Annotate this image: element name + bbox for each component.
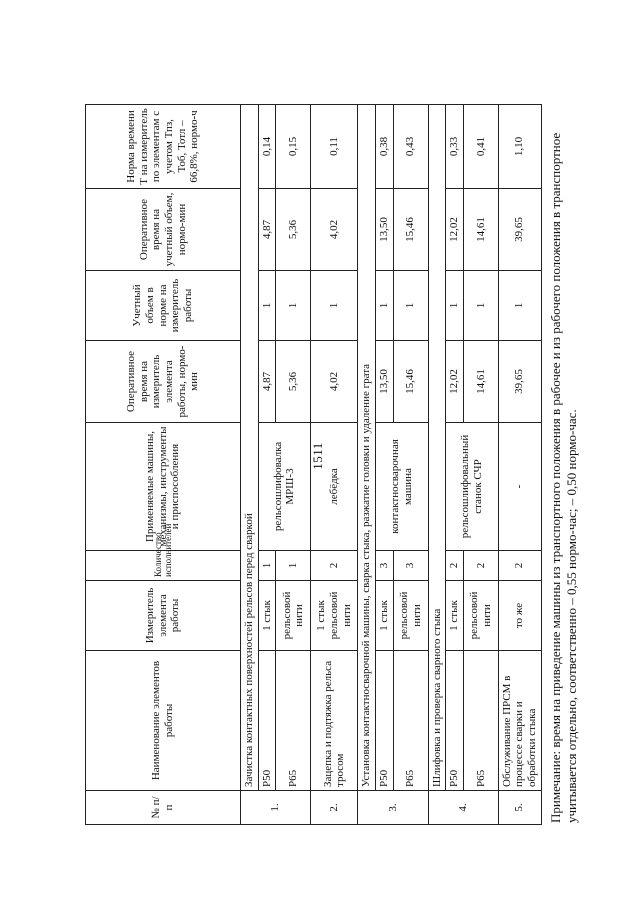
norm-cell: 0,33 [446, 105, 464, 189]
meter-cell: рельсовой нити [463, 581, 498, 651]
norm-cell: 0,38 [375, 105, 393, 189]
volume-cell: 1 [375, 271, 393, 341]
workers-cell: 2 [311, 551, 358, 581]
op-time-cell: 13,50 [375, 341, 393, 423]
op-time-meter-cell: 12,02 [446, 189, 464, 271]
volume-cell: 1 [498, 271, 541, 341]
volume-cell: 1 [463, 271, 498, 341]
sub-row-label: Р65 [393, 651, 428, 791]
op-time-cell: 4,02 [311, 341, 358, 423]
sub-row-label: Р50 [446, 651, 464, 791]
section-heading: Установка контактносварочной машины, сварка стыка, разжатие головки и удаление грата [358, 105, 376, 791]
row-number: 4. [428, 791, 498, 825]
workers-cell: 1 [258, 551, 276, 581]
table-row [498, 105, 541, 825]
op-time-meter-cell: 39,65 [498, 189, 541, 271]
meter-cell: 1 стык [258, 581, 276, 651]
page-number: 1511 [309, 442, 325, 470]
machine-cell: лебёдка [311, 423, 358, 551]
table-row [446, 105, 464, 825]
header-num: № п/п [86, 791, 241, 825]
op-time-cell: 15,46 [393, 341, 428, 423]
work-element-name: Обслуживание ПРСМ в процессе сварки и обработки стыка [498, 651, 541, 791]
workers-cell: 2 [446, 551, 464, 581]
workers-cell: 2 [463, 551, 498, 581]
sub-row-label: Р65 [276, 651, 311, 791]
header-volume: Учетный объем в норме на измеритель работы [86, 271, 241, 341]
op-time-cell: 39,65 [498, 341, 541, 423]
table-row [241, 105, 259, 825]
table-row [311, 105, 358, 825]
meter-cell: 1 стык [446, 581, 464, 651]
table-row [375, 105, 393, 825]
header-op-time-meter: Оперативное время на учетный объем, нормо-мин [86, 189, 241, 271]
workers-cell: 2 [498, 551, 541, 581]
header-machines: Применяемые машины, механизмы, инструменты и приспособления [86, 423, 241, 551]
volume-cell: 1 [446, 271, 464, 341]
row-number: 3. [358, 791, 428, 825]
norm-cell: 1,10 [498, 105, 541, 189]
header-workers: Количество исполнителей [86, 551, 241, 581]
machine-cell: - [498, 423, 541, 551]
work-element-name: Зацепка и подтяжка рельса тросом [311, 651, 358, 791]
header-row [86, 105, 241, 825]
op-time-meter-cell: 13,50 [375, 189, 393, 271]
norm-cell: 0,41 [463, 105, 498, 189]
rotated-page-content [85, 105, 605, 825]
meter-cell: то же [498, 581, 541, 651]
op-time-meter-cell: 14,61 [463, 189, 498, 271]
machine-cell: контактносварочная машина [375, 423, 428, 551]
section-heading: Зачистка контактных поверхностей рельсов перед сваркой [241, 105, 259, 791]
machine-cell: рельсошлифовалка МРШ-3 [258, 423, 311, 551]
op-time-cell: 5,36 [276, 341, 311, 423]
norm-cell: 0,15 [276, 105, 311, 189]
sub-row-label: Р50 [258, 651, 276, 791]
meter-cell: 1 стык рельсовой нити [311, 581, 358, 651]
volume-cell: 1 [276, 271, 311, 341]
norms-table [85, 104, 542, 825]
sub-row-label: Р50 [375, 651, 393, 791]
volume-cell: 1 [258, 271, 276, 341]
header-name: Наименование элементов работы [86, 651, 241, 791]
op-time-cell: 12,02 [446, 341, 464, 423]
table-row [258, 105, 276, 825]
row-number: 5. [498, 791, 541, 825]
op-time-cell: 14,61 [463, 341, 498, 423]
meter-cell: рельсовой нити [276, 581, 311, 651]
op-time-cell: 4,87 [258, 341, 276, 423]
machine-cell: рельсошлифовальный станок СЧР [446, 423, 499, 551]
section-heading: Шлифовка и проверка сварного стыка [428, 105, 446, 791]
volume-cell: 1 [393, 271, 428, 341]
op-time-meter-cell: 4,02 [311, 189, 358, 271]
header-op-time-elem: Оперативное время на измеритель элемента работы, нормо-мин [86, 341, 241, 423]
table-row [358, 105, 376, 825]
table-note: Примечание: время на приведение машины из транспортного положения в рабочее и из рабочего положения в транспортное учитывается отдельно, соответственно – 0,55 нормо-час; – 0,50 нормо-час. [547, 132, 580, 823]
meter-cell: рельсовой нити [393, 581, 428, 651]
row-number: 2. [311, 791, 358, 825]
meter-cell: 1 стык [375, 581, 393, 651]
workers-cell: 3 [393, 551, 428, 581]
header-meter: Измеритель элемента работы [86, 581, 241, 651]
header-norm: Норма времени Т на измеритель по элементам с учетом Тпз, Тоб, Тотл – 66,8%, нормо-ч [86, 105, 241, 189]
op-time-meter-cell: 4,87 [258, 189, 276, 271]
volume-cell: 1 [311, 271, 358, 341]
table-row [428, 105, 446, 825]
workers-cell: 3 [375, 551, 393, 581]
op-time-meter-cell: 5,36 [276, 189, 311, 271]
norm-cell: 0,43 [393, 105, 428, 189]
norm-cell: 0,14 [258, 105, 276, 189]
norm-cell: 0,11 [311, 105, 358, 189]
op-time-meter-cell: 15,46 [393, 189, 428, 271]
workers-cell: 1 [276, 551, 311, 581]
sub-row-label: Р65 [463, 651, 498, 791]
row-number: 1. [241, 791, 311, 825]
